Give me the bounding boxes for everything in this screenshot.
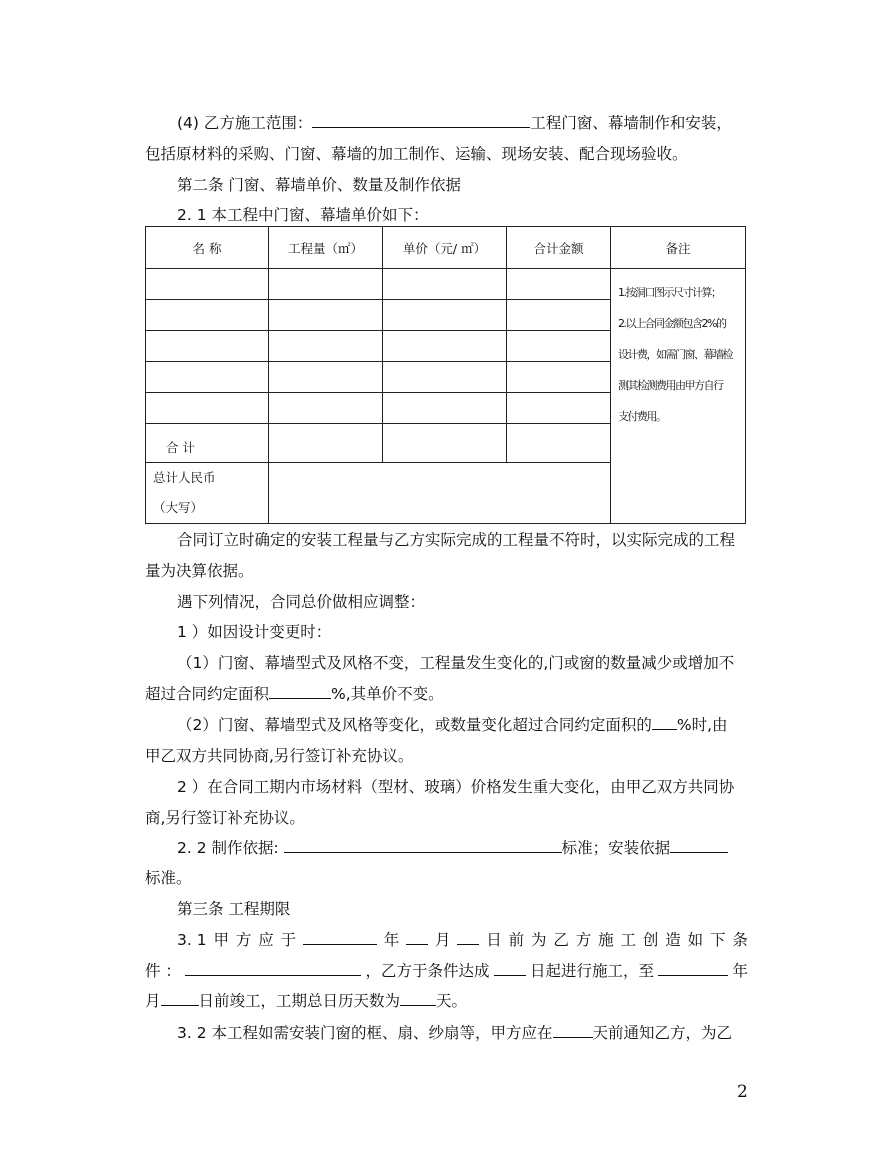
table-cell	[146, 393, 269, 424]
paragraph: 遇下列情况，合同总价做相应调整：	[177, 593, 426, 611]
subtotal-label: 合 计	[146, 424, 269, 463]
grand-total-value	[269, 463, 611, 524]
grand-total-label: 总计人民币 （大写）	[146, 463, 269, 524]
section-2-1: 2. 1 本工程中门窗、幕墙单价如下：	[177, 206, 429, 224]
remark-line: 2.以上合同金额包含2%的	[618, 317, 726, 330]
article-3-heading: 第三条 工程期限	[177, 900, 291, 918]
remarks-cell	[611, 269, 746, 524]
table-cell	[269, 300, 383, 331]
table-cell	[269, 269, 383, 300]
table-cell	[383, 300, 507, 331]
blank-field	[185, 961, 361, 976]
blank-field	[400, 991, 436, 1006]
table-header-row	[146, 227, 746, 269]
paragraph: 甲乙双方共同协商,另行签订补充协议。	[145, 747, 414, 765]
table-cell	[507, 424, 611, 463]
blank-field	[553, 1023, 593, 1038]
table-cell	[507, 269, 611, 300]
section-3-2: 3. 2 本工程如需安装门窗的框、扇、纱扇等，甲方应在 天前通知乙方，为乙	[177, 1024, 733, 1042]
blank-field	[406, 930, 428, 945]
table-cell	[269, 331, 383, 362]
section-3-1: 3. 1 甲 方 应 于 年 月 日 前 为 乙 方 施 工 创 造 如 下 条	[177, 931, 748, 949]
blank-field	[494, 961, 526, 976]
header-quantity: 工程量（㎡）	[269, 227, 383, 269]
section-2-2: 2. 2 制作依据: 标准；安装依据	[177, 838, 748, 858]
blank-field	[161, 991, 199, 1006]
page-number: 2	[737, 1082, 748, 1102]
remark-line: 设计费，如需门窗、幕墙检	[618, 348, 732, 361]
blank-field	[284, 838, 562, 853]
table-cell	[507, 331, 611, 362]
article-2-heading: 第二条 门窗、幕墙单价、数量及制作依据	[177, 176, 461, 194]
table-cell	[507, 393, 611, 424]
blank-field	[269, 684, 331, 699]
header-total: 合计金额	[507, 227, 611, 269]
header-remarks: 备注	[611, 227, 746, 269]
paragraph: 标准。	[145, 869, 192, 887]
blank-field	[658, 961, 728, 976]
table-cell	[146, 331, 269, 362]
table-row	[146, 269, 746, 300]
paragraph: 超过合同约定面积 %,其单价不变。	[145, 685, 444, 703]
blank-field	[670, 838, 728, 853]
table-cell	[507, 362, 611, 393]
table-cell	[269, 424, 383, 463]
paragraph: 量为决算依据。	[145, 562, 254, 580]
blank-field	[303, 930, 377, 945]
table-cell	[383, 269, 507, 300]
scope-line-2: 包括原材料的采购、门窗、幕墙的加工制作、运输、现场安装、配合现场验收。	[145, 145, 688, 163]
header-unit-price: 单价（元/ ㎡）	[383, 227, 507, 269]
table-cell	[507, 300, 611, 331]
scope-line: (4) 乙方施工范围： 工程门窗、幕墙制作和安装，	[177, 114, 732, 132]
paragraph: 月 日前竣工，工期总日历天数为 天。	[145, 992, 468, 1010]
table-cell	[146, 269, 269, 300]
remark-line: 测其检测费用由甲方自行	[618, 379, 723, 392]
paragraph: （1）门窗、幕墙型式及风格不变，工程量发生变化的,门或窗的数量减少或增加不	[177, 654, 735, 672]
list-item: 1 ）如因设计变更时：	[177, 623, 332, 641]
paragraph: 商,另行签订补充协议。	[145, 809, 305, 827]
table-cell	[383, 362, 507, 393]
blank-field	[312, 113, 530, 128]
table-cell	[146, 300, 269, 331]
paragraph: （2）门窗、幕墙型式及风格等变化，或数量变化超过合同约定面积的 %时,由	[177, 716, 728, 734]
table-cell	[383, 331, 507, 362]
remark-line: 1.按洞口图示尺寸计算；	[618, 286, 721, 299]
remark-line: 支付费用。	[618, 410, 666, 423]
paragraph: 件 ： ，乙方于条件达成 日起进行施工，至 年	[145, 962, 748, 980]
list-item: 2 ）在合同工期内市场材料（型材、玻璃）价格发生重大变化，由甲乙双方共同协	[177, 778, 735, 796]
price-table	[145, 226, 746, 524]
header-name: 名 称	[146, 227, 269, 269]
table-cell	[383, 424, 507, 463]
blank-field	[652, 715, 677, 730]
table-cell	[269, 393, 383, 424]
blank-field	[457, 930, 479, 945]
table-cell	[383, 393, 507, 424]
table-cell	[269, 362, 383, 393]
paragraph: 合同订立时确定的安装工程量与乙方实际完成的工程量不符时，以实际完成的工程	[177, 531, 736, 549]
table-cell	[146, 362, 269, 393]
